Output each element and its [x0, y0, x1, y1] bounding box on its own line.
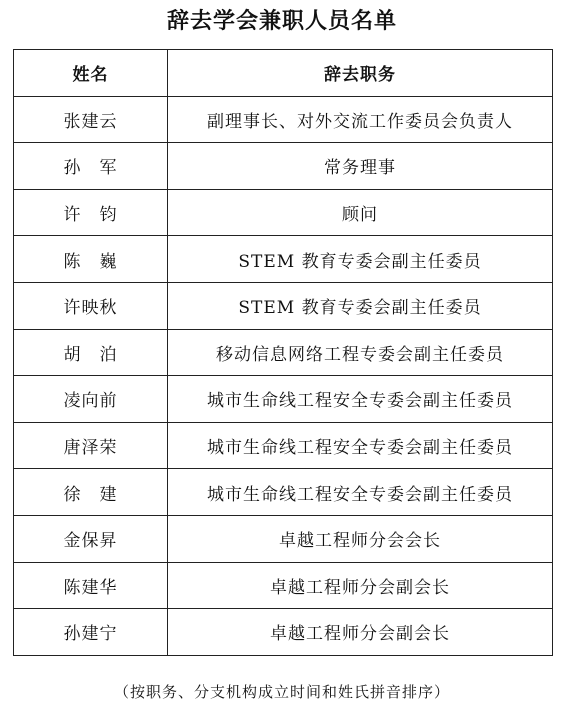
sorting-note: （按职务、分支机构成立时间和姓氏拼音排序） — [113, 683, 450, 701]
cell-name: 陈建华 — [14, 562, 168, 609]
cell-name: 唐泽荣 — [14, 422, 168, 469]
table-row — [14, 189, 553, 236]
cell-position: 城市生命线工程安全专委会副主任委员 — [168, 469, 553, 516]
cell-name: 陈 巍 — [14, 236, 168, 283]
table-row — [14, 236, 553, 283]
table-row — [14, 376, 553, 423]
cell-name: 凌向前 — [14, 376, 168, 423]
cell-position: 顾问 — [168, 189, 553, 236]
table-row — [14, 329, 553, 376]
table-row — [14, 562, 553, 609]
cell-position: 城市生命线工程安全专委会副主任委员 — [168, 376, 553, 423]
table-row — [14, 422, 553, 469]
cell-position: 移动信息网络工程专委会副主任委员 — [168, 329, 553, 376]
cell-name: 徐 建 — [14, 469, 168, 516]
table-row — [14, 143, 553, 190]
cell-name: 金保昇 — [14, 515, 168, 562]
header-name: 姓名 — [14, 50, 168, 97]
cell-position: 副理事长、对外交流工作委员会负责人 — [168, 96, 553, 143]
cell-position: 卓越工程师分会副会长 — [168, 609, 553, 656]
cell-position: 常务理事 — [168, 143, 553, 190]
table-row — [14, 96, 553, 143]
cell-name: 许映秋 — [14, 282, 168, 329]
cell-position: 卓越工程师分会副会长 — [168, 562, 553, 609]
cell-position: 城市生命线工程安全专委会副主任委员 — [168, 422, 553, 469]
cell-position: STEM 教育专委会副主任委员 — [168, 236, 553, 283]
cell-position: 卓越工程师分会会长 — [168, 515, 553, 562]
cell-position: STEM 教育专委会副主任委员 — [168, 282, 553, 329]
cell-name: 许 钧 — [14, 189, 168, 236]
header-position: 辞去职务 — [168, 50, 553, 97]
table-header-row — [14, 50, 553, 97]
table-row — [14, 609, 553, 656]
cell-name: 孙 军 — [14, 143, 168, 190]
table-row — [14, 282, 553, 329]
document-title: 辞去学会兼职人员名单 — [166, 8, 397, 34]
cell-name: 胡 泊 — [14, 329, 168, 376]
cell-name: 孙建宁 — [14, 609, 168, 656]
table-row — [14, 469, 553, 516]
cell-name: 张建云 — [14, 96, 168, 143]
table-row — [14, 515, 553, 562]
resignation-table — [13, 49, 553, 656]
